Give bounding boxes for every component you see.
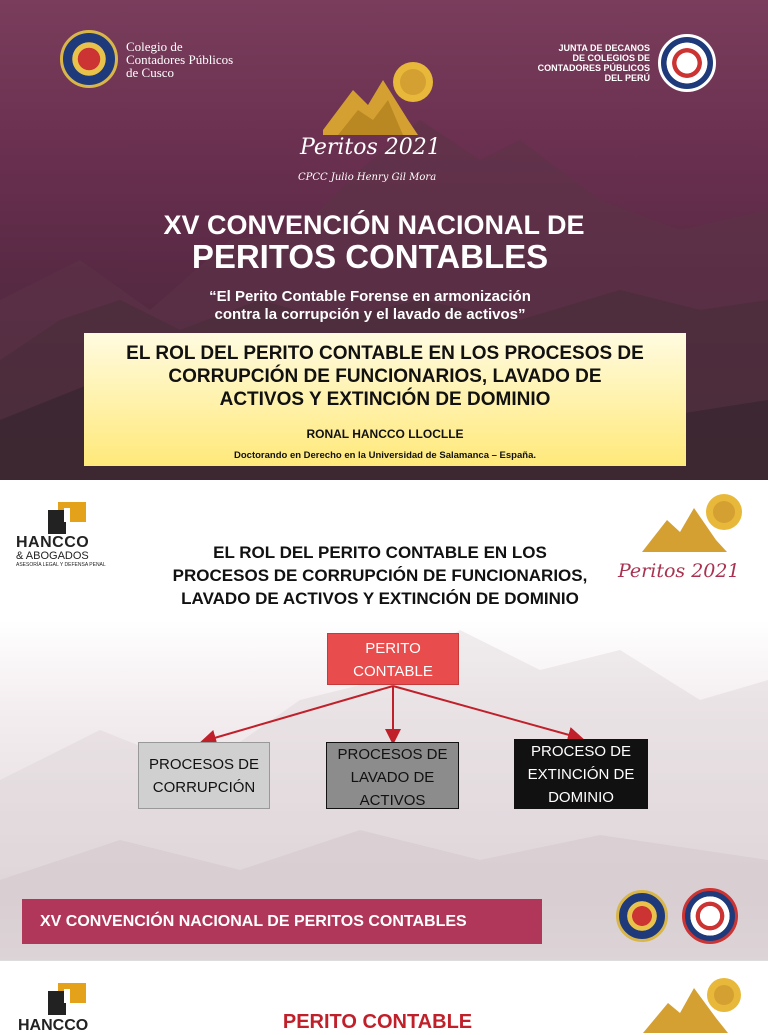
colegio-name	[126, 40, 233, 79]
colegio-line: de Cusco	[126, 64, 175, 80]
lecture-title-line: CORRUPCIÓN DE FUNCIONARIOS, LAVADO DE	[168, 366, 602, 387]
convention-quote	[0, 288, 740, 324]
institution-seals	[616, 888, 738, 944]
junta-seal-icon	[682, 888, 738, 944]
corruption-process-node	[138, 742, 270, 809]
colegio-line: Colegio de	[126, 38, 183, 54]
title-slide	[0, 0, 768, 480]
junta-line: CONTADORES PÚBLICOS	[537, 63, 650, 73]
quote-line: “El Perito Contable Forense en armonización	[209, 288, 531, 305]
slide-title-line: LAVADO DE ACTIVOS Y EXTINCIÓN DE DOMINIO	[181, 589, 579, 608]
diagram-slide	[0, 480, 768, 960]
peritos-subtitle: CPCC Julio Henry Gil Mora	[298, 172, 437, 183]
hancco-tagline: ASESORÍA LEGAL Y DEFENSA PENAL	[16, 562, 106, 568]
node-label: ACTIVOS	[359, 792, 426, 809]
node-label: PROCESO DE	[530, 743, 632, 760]
colegio-logo	[60, 30, 233, 88]
author-name: RONAL HANCCO LLOCLLE	[306, 427, 464, 441]
machu-picchu-sun-logo-icon	[638, 973, 748, 1033]
arrow-to-corruption	[204, 686, 393, 741]
node-label: PROCESOS DE	[337, 746, 448, 763]
hancco-name: HANCCO	[18, 1017, 89, 1034]
junta-line: DEL PERÚ	[604, 73, 650, 83]
colegio-seal-icon	[60, 30, 118, 88]
machu-picchu-sun-logo-icon	[298, 60, 448, 190]
extinction-process-node	[514, 739, 648, 809]
laundering-process-node	[326, 742, 459, 809]
junta-name	[538, 43, 650, 83]
slide-title-line: PROCESOS DE CORRUPCIÓN DE FUNCIONARIOS,	[172, 566, 588, 585]
junta-line: JUNTA DE DECANOS	[558, 43, 650, 53]
hancco-name: HANCCO	[16, 534, 90, 551]
lecture-title-line: EL ROL DEL PERITO CONTABLE EN LOS PROCESOS DE	[126, 343, 644, 364]
author-description: Doctorando en Derecho en la Universidad de Salamanca – España.	[234, 450, 536, 461]
convention-title-line2: PERITOS CONTABLES	[191, 238, 549, 275]
junta-logo	[538, 34, 716, 92]
lecture-title-line: ACTIVOS Y EXTINCIÓN DE DOMINIO	[219, 389, 551, 410]
node-label: CONTABLE	[353, 663, 433, 680]
peritos-2021-wordmark: Peritos 2021	[618, 560, 740, 582]
convention-banner: XV CONVENCIÓN NACIONAL DE PERITOS CONTABLES	[22, 899, 542, 944]
slide-title: PERITO CONTABLE	[282, 1011, 473, 1033]
node-label: PROCESOS DE	[148, 756, 260, 773]
slide-title-line: EL ROL DEL PERITO CONTABLE EN LOS	[213, 543, 547, 562]
node-label: CORRUPCIÓN	[152, 779, 256, 796]
node-label: PERITO	[365, 640, 421, 657]
convention-title-line1: XV CONVENCIÓN NACIONAL DE	[163, 210, 585, 240]
lecture-title-box	[84, 333, 686, 466]
colegio-seal-icon	[616, 890, 668, 942]
node-label: DOMINIO	[548, 789, 614, 806]
peritos-2021-wordmark: Peritos 2021	[300, 135, 441, 160]
quote-line: contra la corrupción y el lavado de activos”	[214, 306, 526, 323]
node-label: LAVADO DE	[350, 769, 435, 786]
junta-seal-icon	[658, 34, 716, 92]
hancco-subtitle: & ABOGADOS	[16, 550, 89, 562]
colegio-line: Contadores Públicos	[126, 51, 234, 67]
arrow-to-extinction	[393, 686, 580, 738]
node-label: EXTINCIÓN DE	[527, 766, 635, 783]
junta-line: DE COLEGIOS DE	[572, 53, 650, 63]
perito-contable-node	[327, 633, 459, 685]
next-slide-partial	[0, 960, 768, 1034]
lecture-title	[84, 333, 686, 411]
